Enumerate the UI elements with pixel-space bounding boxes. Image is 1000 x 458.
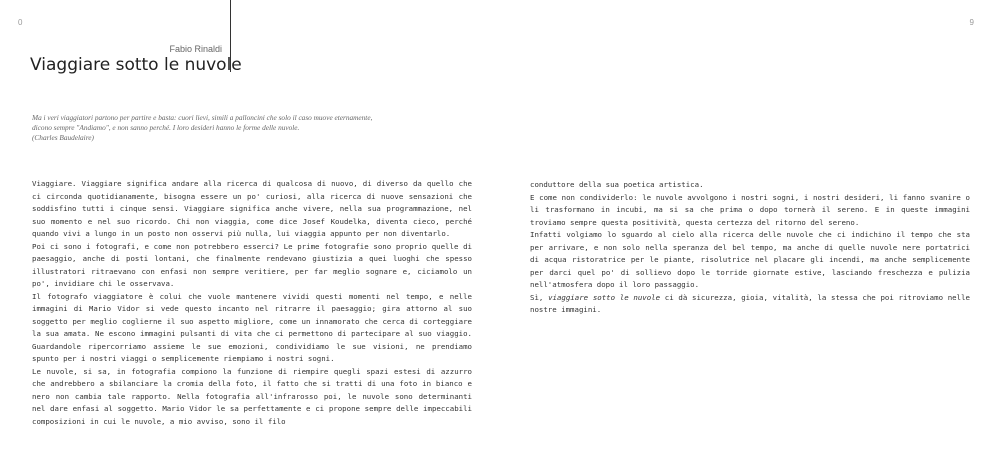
closing-emphasis: viaggiare sotto le nuvole — [548, 292, 661, 302]
epigraph-attribution: (Charles Baudelaire) — [32, 133, 94, 142]
page-number-left: 0 — [18, 18, 23, 27]
epigraph-line: Ma i veri viaggiatori partono per partire e basta: cuori lievi, simili a palloncini che solo il caso muove eternamente, — [32, 113, 373, 122]
epigraph — [32, 113, 452, 143]
body-paragraph: Il fotografo viaggiatore è colui che vuole mantenere vividi questi momenti nel tempo, e nelle immagini di Mario Vidor si vede questo incanto nel ritrarre il paesaggio; gira attorno al suo soggetto per meglio coglierne il suo aspetto migliore, come un innamorato che cerca di corteggiare la sua amata. Ne escono immagini pulsanti di vita che ci permettono di partecipare al suo viaggio. Guardandole ripercorriamo assieme le sue emozioni, condividiamo le sue visioni, ne prendiamo spunto per i nostri viaggi o semplicemente riempiamo i nostri sogni. — [32, 291, 472, 363]
body-paragraph: Infatti volgiamo lo sguardo al cielo alla ricerca delle nuvole che ci indichino il tempo che sta per arrivare, e non solo nella speranza del bel tempo, ma anche di quelle nuvole nere portatrici di acqua ristoratrice per le piante, risolutrice nel placare gli incendi, ma anche semplicemente per darci quel po' di sollievo dopo le torride giornate estive, lasciando freschezza e pulizia nell'atmosfera dopo il loro passaggio. — [530, 230, 970, 289]
left-column — [32, 178, 472, 428]
body-paragraph: E come non condividerlo: le nuvole avvolgono i nostri sogni, i nostri desideri, li fanno svanire o li trasformano in incubi, ma si sa che prima o dopo tornerà il sereno. E in queste immagini troviamo sempre questa positività, questa certezza del ritorno del sereno. — [530, 192, 970, 227]
closing-suffix: ci dà sicurezza, gioia, vitalità, la stessa che poi ritroviamo nelle nostre immagini. — [530, 292, 970, 314]
body-paragraph: Le nuvole, si sa, in fotografia compiono la funzione di riempire quegli spazi estesi di azzurro che andrebbero a sbilanciare la cromia della foto, il fatto che si tratti di una foto in bianco e nero non cambia tale rapporto. Nella fotografia all'infrarosso poi, le nuvole sono determinanti nel dare enfasi al soggetto. Mario Vidor le sa perfettamente e ci propone sempre delle impeccabili composizioni in cui le nuvole, a mio avviso, sono il filo — [32, 366, 472, 426]
body-paragraph: Viaggiare. Viaggiare significa andare alla ricerca di qualcosa di nuovo, di diverso da quello che ci circonda quotidianamente, bisogna essere un po' curiosi, alla ricerca di nuove sensazioni che soddisfino tutti i cinque sensi. Viaggiare significa anche vivere, nella sua programmazione, nel suo momento e nel suo ricordo. Chi non viaggia, come dice Josef Koudelka, diventa cieco, perché quando vivi a lungo in un posto non osservi più nulla, lui viaggia appunto per non diventarlo. — [32, 179, 472, 238]
closing-prefix: Sì, — [530, 292, 549, 302]
body-paragraph: conduttore della sua poetica artistica. — [530, 180, 704, 189]
epigraph-line: dicono sempre "Andiamo", e non sanno perché. I loro desideri hanno le forme delle nuvole. — [32, 123, 300, 132]
page-number-right: 9 — [969, 18, 974, 27]
right-column — [530, 179, 970, 317]
body-paragraph-closing — [530, 292, 970, 317]
body-paragraph: Poi ci sono i fotografi, e come non potrebbero esserci? Le prime fotografie sono proprio quelle di paesaggio, anche di posti lontani, che finalmente rendevano giustizia a quei luoghi che spesso illustratori ritraevano con enfasi non sempre veritiere, per far meglio sognare e, ciciamolo un po', invidiare chi le osservava. — [32, 241, 472, 288]
author-name: Fabio Rinaldi — [169, 44, 222, 54]
article-title: Viaggiare sotto le nuvole — [30, 55, 242, 75]
